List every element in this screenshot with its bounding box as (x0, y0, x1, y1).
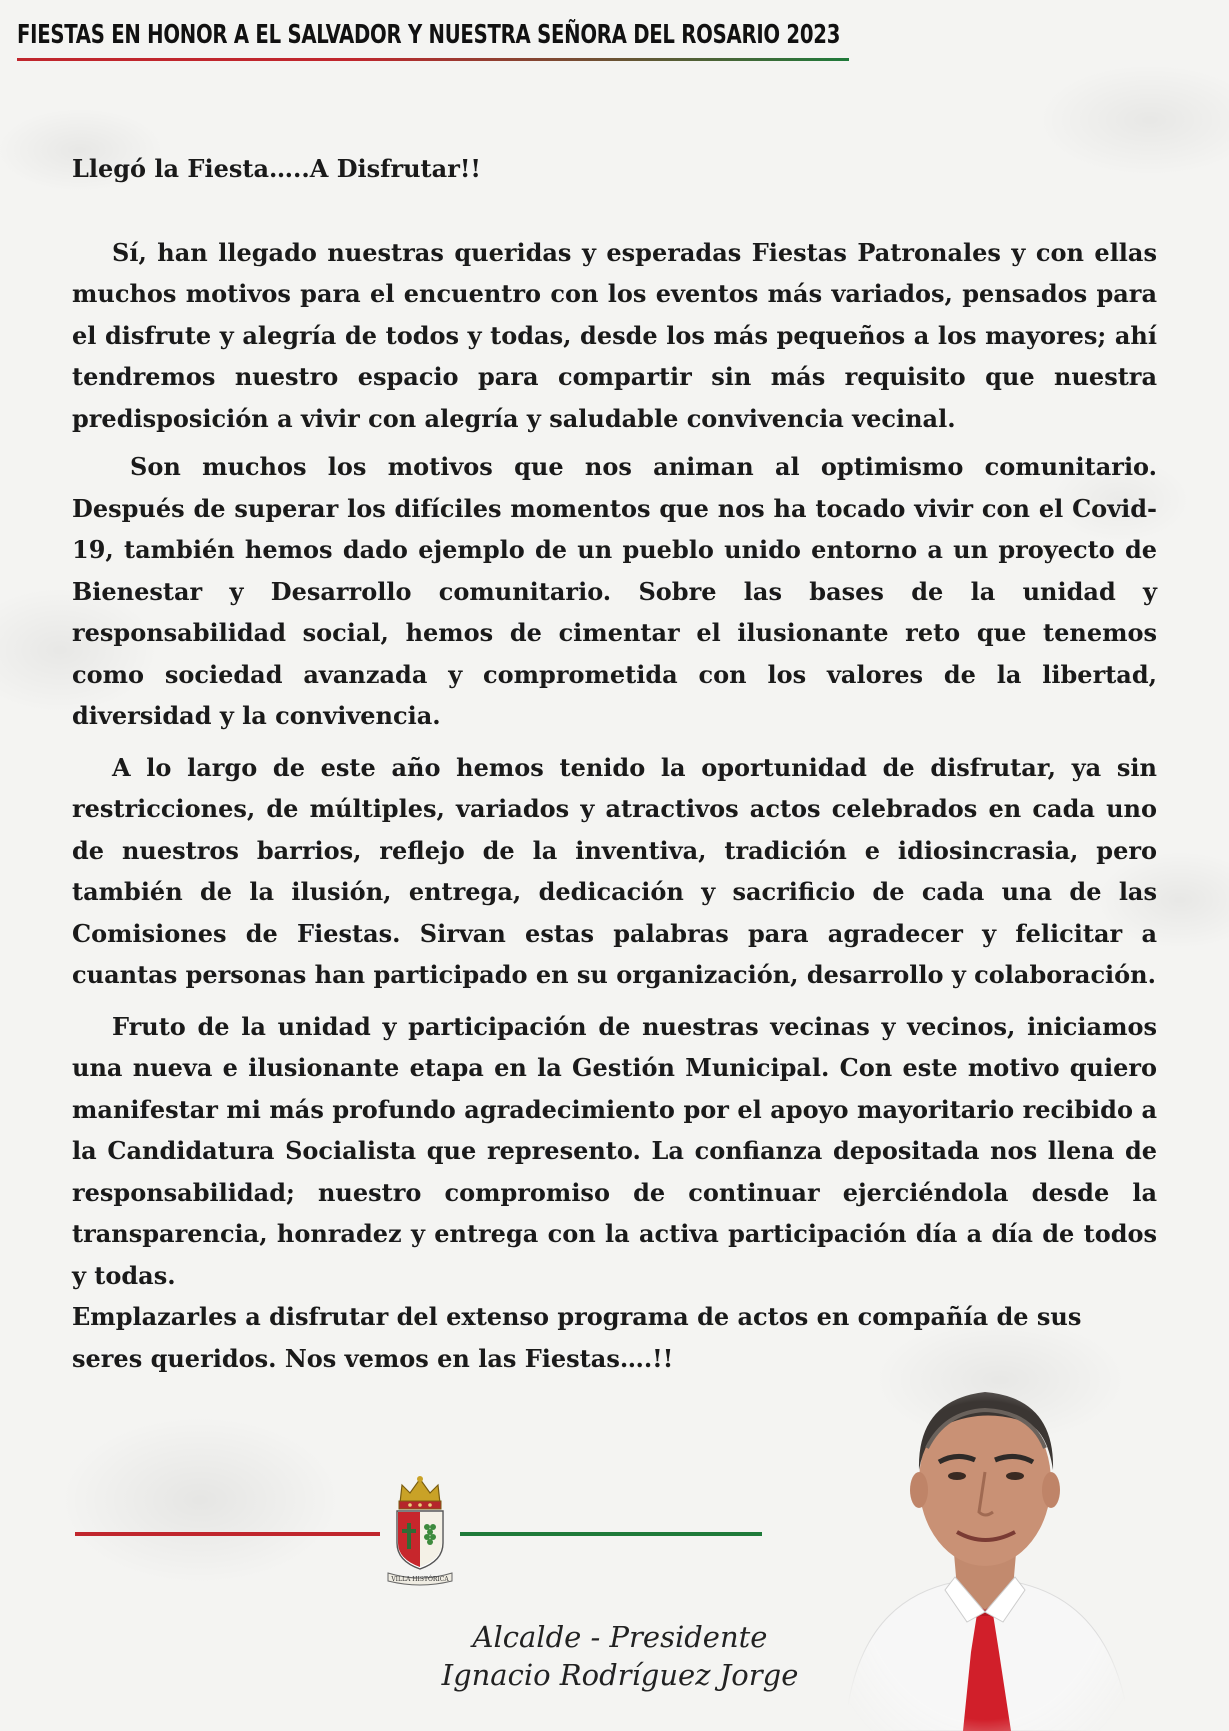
page-title: FIESTAS EN HONOR A EL SALVADOR Y NUESTRA SEÑORA DEL ROSARIO 2023 (17, 20, 841, 50)
crest-ribbon-text: VILLA HISTÓRICA (391, 1576, 449, 1583)
title-underline (17, 58, 849, 61)
divider-red (75, 1532, 380, 1536)
paragraph-2: Son muchos los motivos que nos animan al optimismo comunitario. Después de superar los difíciles momentos que nos ha tocado vivir con el Covid-19, también hemos dado ejemplo de un pueblo unido entorno a un proyecto de Bienestar y Desarrollo comunitario. Sobre las bases de la unidad y responsabilidad social, hemos de cimentar el ilusionante reto que tenemos como sociedad avanzada y comprometida con los valores de la libertad, diversidad y la convivencia. (72, 452, 1157, 730)
divider-green (460, 1532, 762, 1536)
paragraph-3: A lo largo de este año hemos tenido la oportunidad de disfrutar, ya sin restricciones, de múltiples, variados y atractivos actos celebrados en cada uno de nuestros barrios, reflejo de la inventiva, tradición e idiosincrasia, pero también de la ilusión, entrega, dedicación y sacrificio de cada una de las Comisiones de Fiestas. Sirvan estas palabras para agradecer y felicitar a cuantas personas han participado en su organización, desarrollo y colaboración. (72, 752, 1157, 989)
coat-of-arms-icon (380, 1475, 460, 1587)
paragraph-4: Fruto de la unidad y participación de nuestras vecinas y vecinos, iniciamos una nueva e ilusionante etapa en la Gestión Municipal. Con este motivo quiero manifestar mi más profundo agradecimiento por el apoyo mayoritario recibido a la Candidatura Socialista que represento. La confianza depositada nos llena de responsabilidad; nuestro compromiso de continuar ejerciéndola desde la transparencia, honradez y entrega con la activa participación día a día de todos y todas. (72, 1011, 1157, 1290)
paragraph-1: Sí, han llegado nuestras queridas y esperadas Fiestas Patronales y con ellas muchos motivos para el encuentro con los eventos más variados, pensados para el disfrute y alegría de todos y todas, desde los más pequeños a los mayores; ahí tendremos nuestro espacio para compartir sin más requisito que nuestra predisposición a vivir con alegría y saludable convivencia vecinal. (72, 237, 1157, 433)
closing-paragraph: Emplazarles a disfrutar del extenso programa de actos en compañía de sus seres queridos. Nos vemos en las Fiestas….!! (72, 1302, 1082, 1373)
signature-role: Alcalde - Presidente (472, 1620, 768, 1654)
letter-body (72, 148, 1157, 1379)
signature-name: Ignacio Rodríguez Jorge (441, 1658, 799, 1692)
salutation: Llegó la Fiesta…..A Disfrutar!! (72, 154, 481, 183)
mayor-portrait-image (835, 1352, 1135, 1731)
